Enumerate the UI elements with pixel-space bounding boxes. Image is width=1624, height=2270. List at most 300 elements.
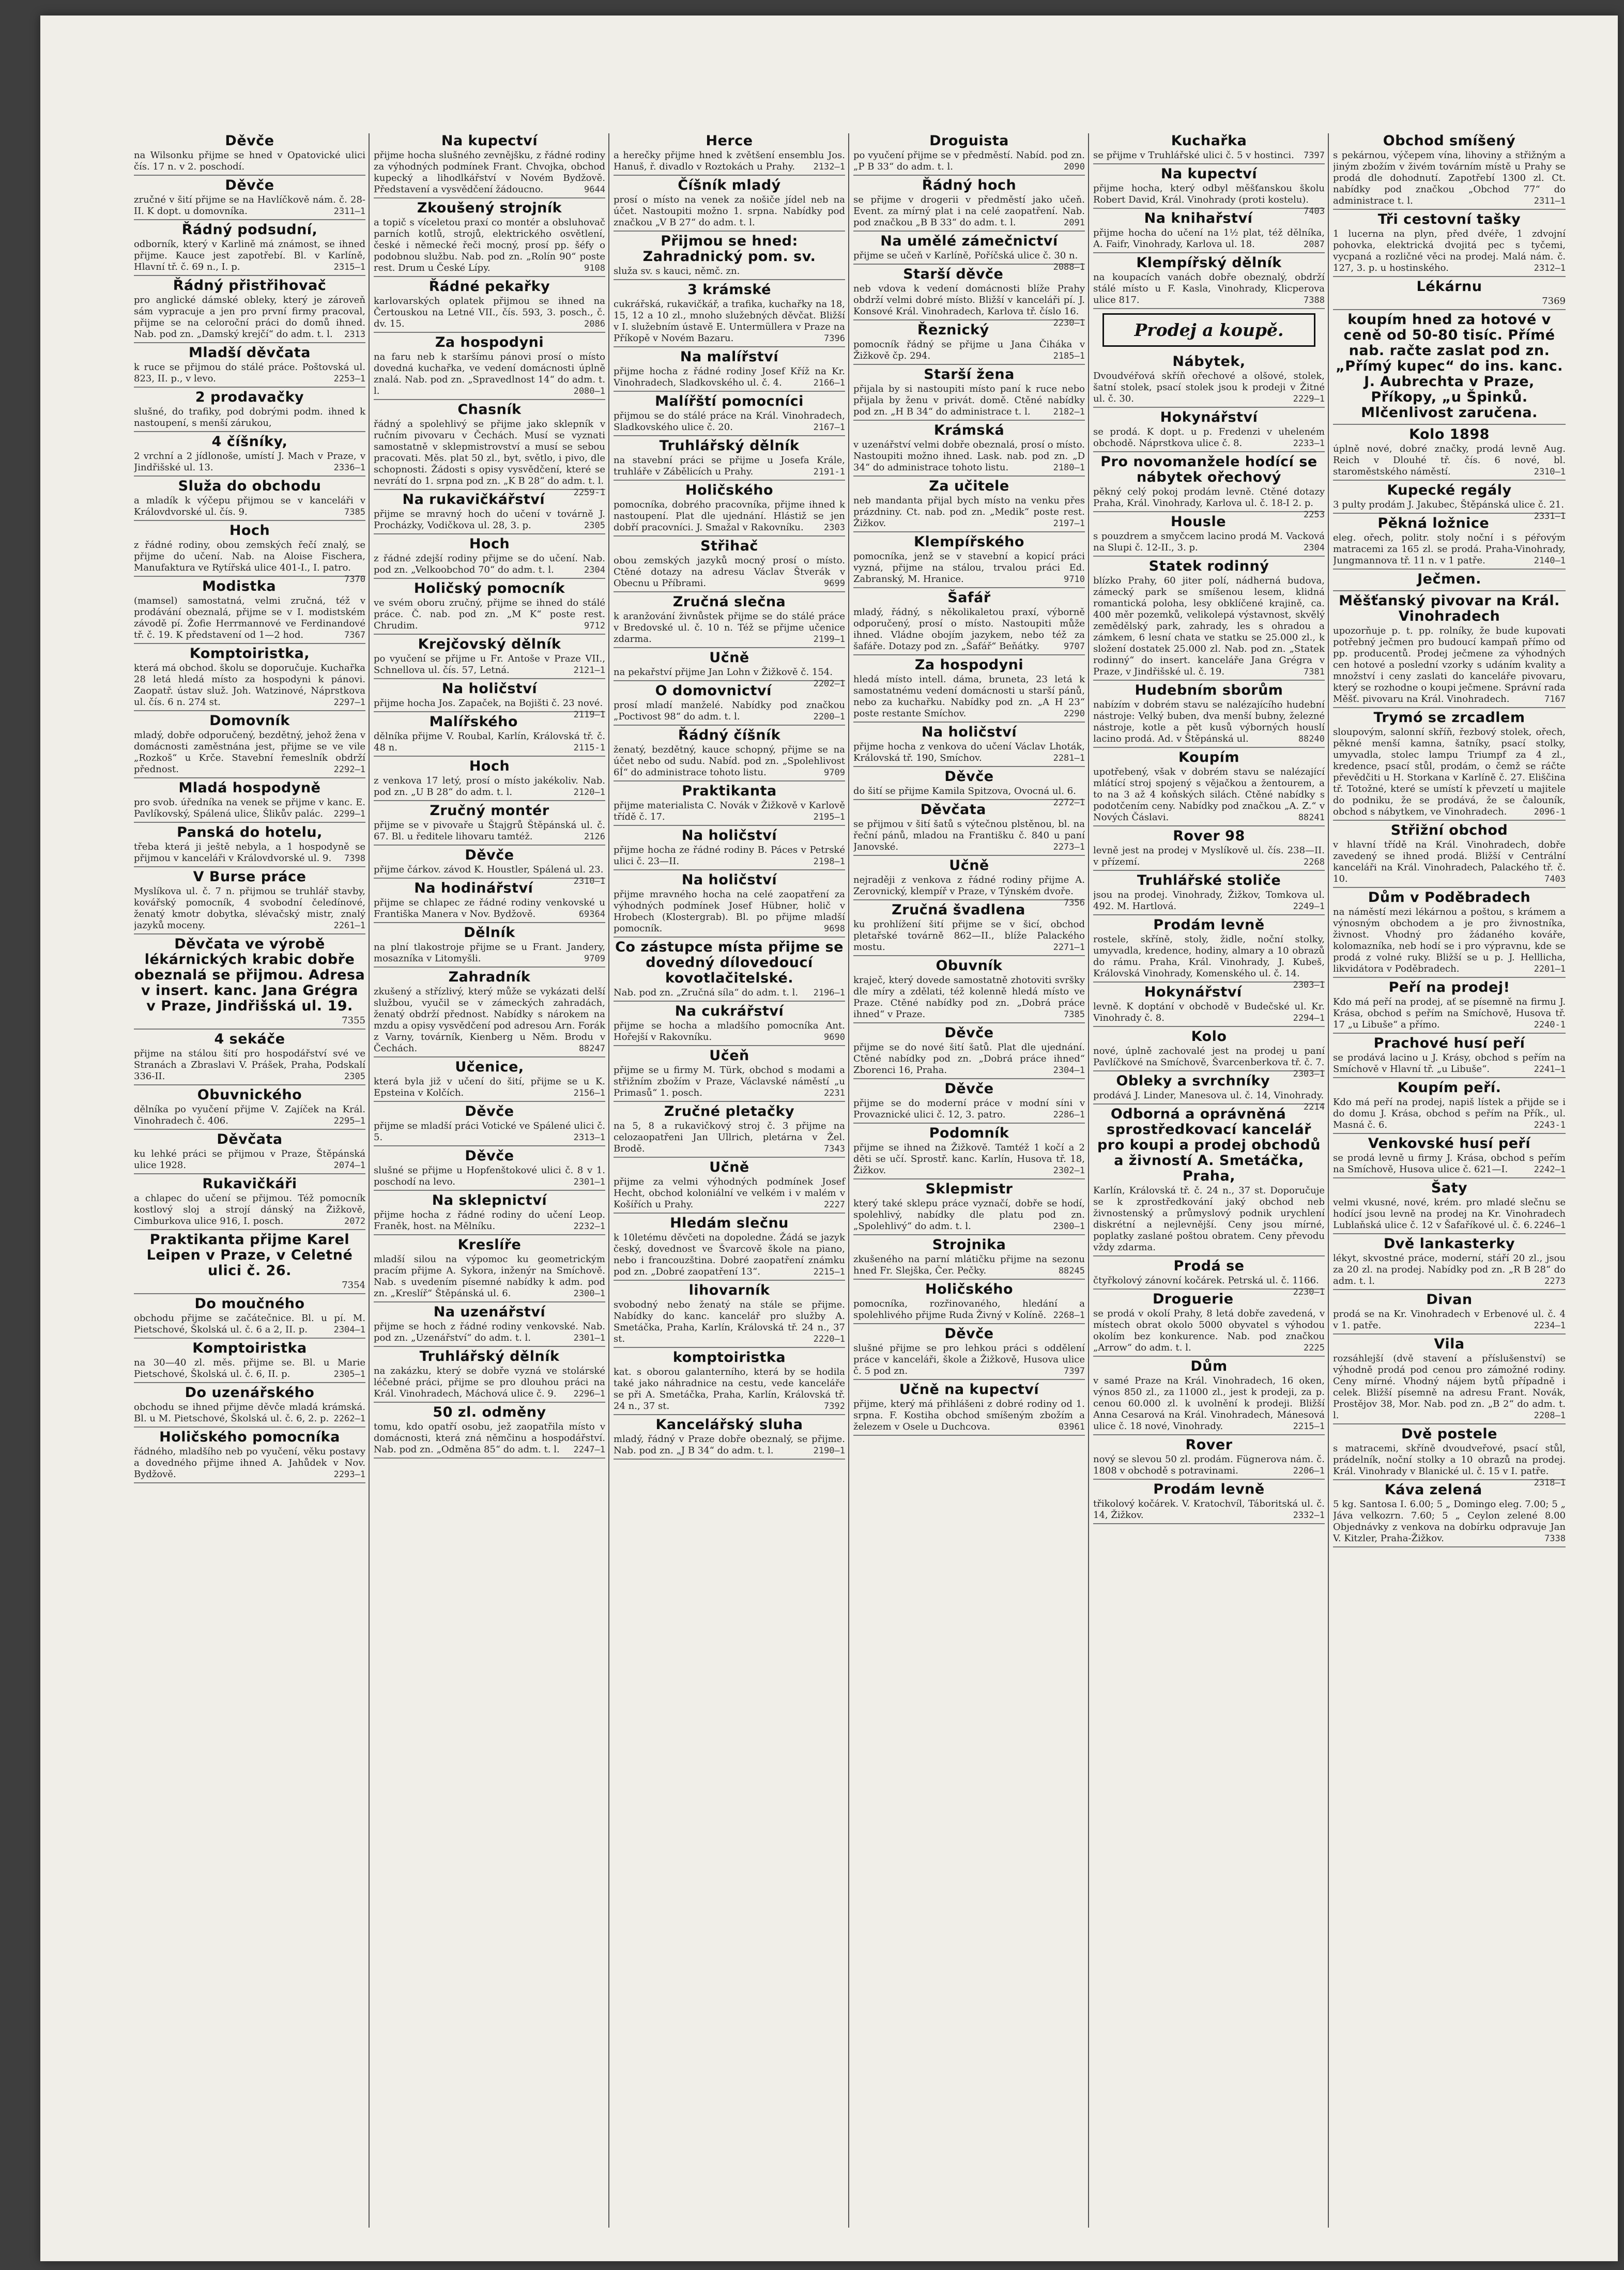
ad-text: levně jest na prodej v Myslíkově ul. čís. 238—II. v přízemí. — [1093, 845, 1325, 867]
classified-ad — [134, 1430, 365, 1483]
ad-body — [1093, 531, 1325, 554]
ad-heading: Prachové husí peří — [1373, 1035, 1525, 1051]
ad-body — [374, 775, 605, 798]
ad-number: 9108 — [584, 263, 605, 273]
ad-number: 7354 — [342, 1280, 365, 1291]
ad-number: 2300—1 — [573, 1289, 605, 1299]
ad-text: která byla již v učení do šití, přijme se u K. Epsteina v Kolčích. — [374, 1076, 605, 1098]
classified-ad — [134, 278, 365, 343]
ad-text: dělníka přijme V. Roubal, Karlín, Královská tř. č. 48 n. — [374, 731, 605, 753]
ad-number: 2199—1 — [813, 634, 845, 645]
ad-text: lékyt, skvostné práce, moderní, stáří 20 zl., jsou za 20 zl. na prodej. Nabídky pod zn. „R B 28“ do adm. t. l. — [1333, 1253, 1566, 1286]
ad-body — [853, 384, 1085, 418]
ad-body — [374, 553, 605, 576]
classified-ad — [614, 784, 845, 826]
classified-ad — [374, 1148, 605, 1191]
ad-number: 2271—1 — [1053, 942, 1085, 953]
ad-body — [374, 217, 605, 274]
ad-number: 2215—1 — [1293, 1421, 1325, 1432]
classified-ad — [374, 847, 605, 886]
classified-ad — [853, 1126, 1085, 1179]
ad-text: z venkova 17 letý, prosí o místo jakékoliv. Nab. pod zn. „U B 28“ do adm. t. l. — [374, 775, 605, 797]
ad-body — [853, 1198, 1085, 1232]
classified-ad — [1333, 823, 1566, 888]
classified-ad — [134, 825, 365, 867]
ad-number: 2088—1 — [1053, 262, 1085, 272]
ad-body — [134, 451, 365, 473]
ad-number: 2190—1 — [813, 1446, 845, 1456]
ad-body — [374, 351, 605, 397]
ad-heading: Učně — [709, 650, 749, 666]
classified-ad — [1093, 514, 1325, 557]
ad-body — [134, 150, 365, 173]
ad-text: s pouzdrem a smyčcem lacino prodá M. Vacková na Slupi č. 12-II., 3. p. — [1093, 531, 1325, 553]
ad-heading: Komptoiristka, — [189, 646, 310, 662]
ad-number: 2096-1 — [1534, 807, 1566, 817]
ad-heading: Kolo — [1191, 1029, 1227, 1045]
ad-heading: Droguerie — [1153, 1291, 1234, 1307]
ad-heading: Učně na kupectví — [899, 1382, 1039, 1398]
ad-heading: Klempířského — [914, 534, 1024, 550]
ad-number: 2229—1 — [1293, 394, 1325, 404]
ad-heading: Mladší děvčata — [189, 345, 311, 361]
ad-number: 9644 — [584, 185, 605, 195]
ad-text: na 5, 8 a rukavičkový stroj č. 3 přijme na celozaopatřeni Jan Ullrich, pletárna v Žel. Brodě. — [614, 1121, 845, 1154]
classified-ad — [374, 681, 605, 720]
ad-number: 2090 — [1064, 162, 1085, 172]
ad-number: 2310—1 — [1534, 467, 1566, 477]
ad-number: 2304—1 — [333, 1325, 365, 1335]
classified-ad — [614, 650, 845, 689]
ad-text: třeba která ji ještě nebyla, a 1 hospodyně se přijmou v kanceláři v Královdvorské ul. 9. — [134, 841, 365, 864]
ad-number: 7369 — [1542, 296, 1566, 306]
ad-text: řádného, mladšího neb po vyučení, věku postavy a dovedného přijme ihned A. Jahůdek v Nov. Bydžově. — [134, 1446, 365, 1480]
ad-text: 1 lucerna na plyn, před dvéře, 1 zdvojní pohovka, elektrická dvojitá pec s tyčemi, vycpaná a rozličné věci na prodej. Malá nám. č. 127, 3. p. u hostinského. — [1333, 228, 1566, 273]
ad-text: přijme čárkov. závod K. Houstler, Spálená ul. 23. — [374, 864, 604, 875]
ad-text: mladý, řádný, s několikaletou praxí, výborně odporučený, prosí o místo. Nastoupiti může ihned. Vládne obojím jazykem, nebo též za šafáře. Dotazy pod zn. „Šafář“ Beňátky. — [853, 607, 1085, 652]
classified-ad — [374, 492, 605, 534]
ad-body — [374, 150, 605, 195]
ad-text: který také sklepu práce vyznačí, dobře se hodí, spolehlivý, nabídky dle platu pod zn. „Spolehlivý“ do adm. t. l. — [853, 1198, 1085, 1232]
classified-ad — [614, 828, 845, 870]
ad-text: na 30—40 zl. měs. přijme se. Bl. u Marie Pietschové, Školská ul. č. 6, II. p. — [134, 1357, 365, 1379]
classified-ad — [134, 479, 365, 521]
ad-body — [134, 1148, 365, 1171]
ad-body — [853, 1098, 1085, 1121]
ad-heading: Na umělé zámečnictví — [880, 233, 1058, 249]
ad-number: 2300—1 — [1053, 1221, 1085, 1232]
ad-number: 2208—1 — [1534, 1410, 1566, 1421]
ad-body — [853, 786, 1085, 808]
ad-body — [1333, 1443, 1566, 1488]
classified-ad — [374, 759, 605, 801]
ad-heading: Hoch — [469, 536, 510, 552]
ad-number: 2115-1 — [573, 743, 605, 753]
ad-number: 2273—1 — [1053, 842, 1085, 852]
ad-text: nejraději z venkova z řádné rodiny přijme A. Zerovnický, klempíř v Praze, v Týnském dvoře. — [853, 875, 1085, 897]
ad-heading: Nábytek, — [1172, 354, 1246, 370]
ad-heading: Služa do obchodu — [178, 478, 321, 494]
classified-ad — [614, 133, 845, 176]
ad-body — [134, 595, 365, 641]
ad-heading: Rover — [1185, 1437, 1233, 1453]
ad-body — [614, 410, 845, 433]
classified-ad — [853, 1081, 1085, 1124]
ad-text: na pekařství přijme Jan Lohn v Žižkově č. 154. — [614, 667, 833, 678]
ad-body — [1093, 1308, 1325, 1354]
classified-ad — [134, 646, 365, 711]
ad-heading: Klempířský dělník — [1136, 255, 1282, 271]
ad-body — [374, 509, 605, 531]
ad-heading: Truhlářský dělník — [419, 1348, 560, 1364]
ad-text: neb mandanta přijal bych místo na venku přes prázdniny. Ct. nab. pod zn. „Medik“ poste rest. Žižkov. — [853, 495, 1085, 529]
ad-body — [1093, 1275, 1325, 1297]
classified-ad — [1333, 427, 1566, 481]
ad-heading: Na holičství — [681, 827, 777, 843]
ad-heading: Panská do hotelu, — [177, 824, 323, 840]
ad-text: zkušeného na parní mlátičku přijme na sezonu hned Fr. Slejška, Čer. Pečky. — [853, 1254, 1085, 1276]
ad-text: upozorňuje p. t. pp. rolníky, že bude kupovati potřebný ječmen pro budoucí kampaň přímo od pp. producentů. Prodej ječmene za výhodných cen hotové a poslední vzorky s udáním kvality a množství i ceny zaslati do kanceláře pivovaru, který se rozhodne o koupi ječmene. Správní rada Měšť. pivovaru na Král. Vinohradech. — [1333, 625, 1566, 704]
ad-text: přijme materialista C. Novák v Žižkově v Karlově třídě č. 17. — [614, 800, 845, 822]
classified-ad — [1093, 750, 1325, 826]
ad-number: 2121—1 — [573, 665, 605, 676]
ad-heading: Prodá se — [1173, 1258, 1245, 1274]
ad-body — [134, 406, 365, 429]
classified-ad — [614, 1283, 845, 1348]
ad-number: 2086 — [584, 319, 605, 329]
ad-number: 2303 — [824, 523, 845, 533]
classified-ad — [1093, 829, 1325, 871]
ad-body — [853, 150, 1085, 173]
ad-text: prosí mladí manželé. Nabídky pod značkou „Poctivost 98“ do adm. t. l. — [614, 700, 845, 722]
ad-heading: komptoiristka — [672, 1349, 786, 1366]
ad-text: rozsáhlejší (dvě stavení a příslušenství) se výhodně prodá pod cenou pro zámožné rodiny. Ceny mírné. Vhodný nájem bytů případně i celek. Bližší písemně na adresu Frant. Novák, Prostějov 38, Mor. Nab. pod zn. „B 2“ do adm. t. l. — [1333, 1353, 1566, 1421]
ad-text: přijme se hocha a mladšího pomocníka Ant. Hořejší v Rakovníku. — [614, 1020, 845, 1042]
ad-text: 5 kg. Santosa I. 6.00; 5 „ Domingo eleg. 7.00; 5 „ Jáva velkozrn. 7.60; 5 „ Ceylon zelené 8.00 Objednávky z venkova na dobírku odpravuje Jan V. Kitzler, Praha-Žižkov. — [1333, 1499, 1566, 1544]
ad-heading: Modistka — [202, 578, 277, 594]
classified-ad — [853, 423, 1085, 477]
ad-heading: 50 zl. odměny — [433, 1404, 546, 1420]
classified-ad — [853, 233, 1085, 272]
ad-number: 7338 — [1544, 1533, 1566, 1544]
ad-body — [1093, 426, 1325, 449]
ad-number: 2233—1 — [1293, 438, 1325, 449]
ad-number: 7397 — [1064, 1366, 1085, 1376]
ad-number: 7355 — [342, 1015, 365, 1026]
ad-number: 2318—1 — [1534, 1478, 1566, 1488]
ad-number: 2304 — [584, 565, 605, 575]
ad-body — [134, 1193, 365, 1227]
ad-text: (mamsel) samostatná, velmi zručná, též v prodávání obeznalá, přijme se v I. modistském závodě pí. Žofie Herrmannové ve Ferdinandové tř. č. 19. K představení od 1—2 hod. — [134, 595, 365, 640]
classified-ad — [134, 1296, 365, 1339]
ad-body — [1093, 1090, 1325, 1112]
ad-body — [853, 1298, 1085, 1321]
ad-text: na stavební práci se přijme u Josefa Krále, truhláře v Zábělicích u Prahy. — [614, 455, 845, 477]
classified-ad — [1093, 133, 1325, 164]
ad-heading: Kreslíře — [457, 1237, 522, 1253]
ad-heading: Kuchařka — [1171, 133, 1247, 149]
ad-text: nabízím v dobrém stavu se nalézajícího hudební nástroje: Velký buben, dva menší bubny, železné nástroje, kotle a pět kusů výborných houslí lacino prodá. Ad. v Štěpánská ul. — [1093, 699, 1325, 744]
ad-text: přijme hocha Jos. Zapaček, na Bojišti č. 23 nové. — [374, 698, 603, 709]
classified-ad — [1333, 572, 1566, 591]
classified-ad — [614, 594, 845, 648]
ad-heading: Prodám levně — [1153, 917, 1265, 933]
ad-number: 9699 — [824, 578, 845, 589]
ad-body — [853, 741, 1085, 764]
classified-ad — [374, 970, 605, 1057]
ad-text: Karlín, Královská tř. č. 24 n., 37 st. Doporučuje se k zprostředkování jaký obchod neb živnostenský a průmyslový podnik urychlení diskrétní a nejlevnější. Ceny jsou mírné, poplatky zaslané poštou obratem. Ceny převodu vždy zdarma. — [1093, 1185, 1325, 1253]
ad-text: přijme hocha ze řádné rodiny B. Páces v Petrské ulici č. 23—II. — [614, 845, 845, 867]
ad-heading: Na kupectví — [441, 133, 538, 149]
ad-number: 2120—1 — [573, 787, 605, 797]
column-4 — [853, 133, 1089, 2228]
ad-heading: Hudebním sborům — [1135, 682, 1283, 698]
ad-heading: Učeň — [709, 1048, 749, 1064]
ad-text: upotřebený, však v dobrém stavu se nalézající mlátící stroj spojený s vějačkou a žentourem, a to na 3 až 4 koňských silách. Ctěné nabídky s podotčením ceny. Nabídky pod značkou „A. Z.“ v Nových Čáslavi. — [1093, 766, 1325, 823]
ad-body — [614, 800, 845, 823]
ad-text: slušné přijme se pro lehkou práci s oddělení práce v kanceláři, škole a Žižkově, Husova ulice č. 5 pod zn. — [853, 1343, 1085, 1376]
ad-body — [374, 653, 605, 676]
ad-heading: Dvě postele — [1401, 1426, 1497, 1442]
ad-body — [1333, 499, 1566, 522]
ad-number: 2253—1 — [333, 374, 365, 384]
ad-heading: Venkovské husí peří — [1368, 1136, 1531, 1152]
ad-body — [1093, 845, 1325, 868]
ad-body — [614, 150, 845, 173]
ad-body — [1093, 1375, 1325, 1432]
classified-ad — [134, 1087, 365, 1130]
ad-text: přijme se mravný hoch do učení v továrně J. Procházky, Vodičkova ul. 28, 3. p. — [374, 509, 605, 531]
ad-body — [1093, 1454, 1325, 1477]
ad-text: přijme se hoch z řádné rodiny venkovské. Nab. pod zn. „Uzenářství“ do adm. t. l. — [374, 1321, 605, 1343]
ad-heading: Řádný číšník — [678, 727, 781, 743]
ad-heading: Za učitele — [929, 478, 1009, 494]
ad-text: tomu, kdo opatří osobu, jež zaopatřila místo v domácnosti, která zná němčinu a hospodářství. Nab. pod zn. „Odměna 85“ do adm. t. l. — [374, 1421, 605, 1455]
ad-number: 2313 — [344, 329, 365, 340]
ad-heading: Za hospodyni — [435, 334, 544, 350]
ad-heading: Ječmen. — [1417, 571, 1481, 587]
ad-number: 2305 — [344, 1071, 365, 1082]
ad-text: na koupacích vanách dobře obeznalý, obdrží stálé místo u F. Kasla, Vinohrady, Klicperova ulice 817. — [1093, 272, 1325, 305]
classified-ad — [614, 1160, 845, 1214]
ad-heading: Pro novomanžele hodící se nábytek ořechový — [1100, 454, 1317, 485]
ad-text: pomocníka, dobrého pracovníka, přijme ihned k nastoupení. Plat dle ujednání. Hlástiž se jen dobří pracovníci. J. Smažal v Rakovníku. — [614, 499, 845, 533]
ad-number: 2196—1 — [813, 988, 845, 998]
ad-body — [614, 1367, 845, 1412]
ad-number: 2292—1 — [333, 764, 365, 775]
ad-number: 2247—1 — [573, 1445, 605, 1455]
ad-body — [1333, 228, 1566, 274]
ad-text: služa sv. s kauci, němč. zn. — [614, 266, 740, 277]
classified-ad — [1093, 354, 1325, 408]
ad-text: s pekárnou, výčepem vína, lihoviny a střižným a jiným zbožím v živém továrním místě u Prahy se prodá dle dohodnutí. Zapotřebí 1300 zl. Ct. nabídky pod značkou „Obchod 77“ do administrace t. l. — [1333, 150, 1566, 206]
classified-ad — [853, 725, 1085, 767]
ad-heading: Střižní obchod — [1390, 822, 1508, 838]
ad-body — [1333, 1197, 1566, 1231]
ad-heading: Kancelářský sluha — [655, 1417, 803, 1433]
ad-body — [853, 339, 1085, 362]
ad-heading: Za hospodyni — [914, 657, 1024, 673]
ad-body — [853, 975, 1085, 1020]
ad-heading: Krámská — [933, 422, 1005, 438]
classified-ad — [134, 1232, 365, 1294]
ad-heading: Do moučného — [194, 1296, 305, 1312]
ad-body — [374, 1165, 605, 1188]
ad-body — [853, 495, 1085, 529]
ad-heading: Divan — [1426, 1292, 1473, 1308]
ad-heading: 4 sekáče — [214, 1031, 285, 1047]
ad-number: 7398 — [344, 853, 365, 864]
ad-number: 7343 — [824, 1144, 845, 1154]
ad-body — [374, 986, 605, 1054]
ad-heading: Děvče — [225, 133, 274, 149]
ad-text: s matracemi, skříně dvoudveřové, psací stůl, prádelník, noční stolky a 10 obrazů na prodej. Král. Vinohrady v Blanické ul. č. 15 v I. patře. — [1333, 1443, 1566, 1477]
ad-body — [1333, 1499, 1566, 1544]
ad-number: 7397 — [1304, 150, 1325, 161]
ad-body — [1333, 1097, 1566, 1131]
ad-text: ve svém oboru zručný, přijme se ihned do stálé práce. Č. nab. pod zn. „M K“ poste rest. Chrudim. — [374, 597, 605, 631]
ad-heading: Malířští pomocníci — [655, 393, 804, 409]
ad-heading: Trymó se zrcadlem — [1373, 710, 1525, 726]
classified-ad — [853, 857, 1085, 908]
classified-ad — [134, 869, 365, 934]
ad-number: 2195—1 — [813, 812, 845, 822]
ad-heading: Vila — [1434, 1336, 1465, 1352]
ad-heading: Řádný přistřihovač — [173, 278, 327, 294]
ad-heading: Číšník mladý — [678, 177, 781, 193]
ad-text: mladší silou na výpomoc ku geometrickým pracím přijme A. Sykora, inženýr na Smíchově. Nab. s uvedením písemné nabídky k adm. pod zn. „Kreslíř“ Štěpánská ul. 6. — [374, 1254, 605, 1299]
ad-text: ku lehké práci se přijmou v Praze, Štěpánská ulice 1928. — [134, 1148, 365, 1171]
ad-text: mladý, řádný v Praze dobře obeznalý, se přijme. Nab. pod zn. „J B 34“ do adm. t. l. — [614, 1434, 845, 1456]
ad-heading: lihovarník — [688, 1282, 770, 1298]
ad-heading: Káva zelená — [1384, 1482, 1482, 1498]
ad-number: 7385 — [344, 507, 365, 517]
ad-text: ženatý, bezdětný, kauce schopný, přijme se na účet nebo od sudu. Nabíd. pod zn. „Spolehlivost 6Í“ do administrace tohoto listu. — [614, 744, 845, 778]
ad-heading: Hokynářství — [1144, 984, 1242, 1000]
ad-number: 2200—1 — [813, 712, 845, 722]
ad-body — [1093, 150, 1325, 161]
classified-ad — [614, 1004, 845, 1046]
column-1 — [134, 133, 370, 2228]
ad-text: hledá místo intell. dáma, bruneta, 23 letá k samostatnému vedení domácnosti u starší pánů, nebo za kuchařku. Nabídky pod zn. „A H 23“ poste restante Smíchov. — [853, 674, 1085, 719]
classified-ad — [1333, 279, 1566, 310]
ad-body — [853, 919, 1085, 953]
ad-number: 2230—1 — [1053, 318, 1085, 328]
classified-ad — [134, 523, 365, 585]
ad-number: 2294—1 — [1293, 1013, 1325, 1023]
ad-number: 2197—1 — [1053, 518, 1085, 529]
ad-heading: Malířského — [429, 714, 518, 730]
ad-heading: Na holičství — [681, 872, 777, 888]
ad-body — [614, 455, 845, 478]
ad-text: přijme se ihned na Žižkově. Tamtéž 1 kočí a 2 děti se učí. Sprostř. kanc. Karlín, Husova tř. 18, Žižkov. — [853, 1142, 1085, 1176]
classified-ad — [374, 1349, 605, 1403]
ad-body — [374, 820, 605, 842]
ad-body — [853, 674, 1085, 719]
ad-number: 9712 — [584, 621, 605, 631]
ad-text: k aranžování živnůstek přijme se do stálé práce v Bredovské ul. č. 10 n. Též se přijme učenice zdarma. — [614, 611, 845, 645]
ad-text: se přijme v Truhlářské ulici č. 5 v hostinci. — [1093, 150, 1294, 161]
ad-number: 2243-1 — [1534, 1120, 1566, 1130]
classified-ad — [614, 178, 845, 232]
ad-number: 2311—1 — [1534, 196, 1566, 206]
classified-ad — [134, 222, 365, 276]
ad-heading: Droguista — [929, 133, 1009, 149]
ad-body — [1333, 839, 1566, 885]
ad-body — [1093, 183, 1325, 217]
ad-text: přijme za velmi výhodných podmínek Josef Hecht, obchod koloniální ve velkém i v malém v Košířích u Prahy. — [614, 1176, 845, 1210]
ad-heading: Na uzenářství — [433, 1304, 546, 1320]
ad-text: levně. K doptání v obchodě v Budečské ul. Kr. Vinohrady č. 8. — [1093, 1001, 1325, 1023]
ad-number: 7388 — [1304, 295, 1325, 305]
ad-heading: Hoch — [469, 758, 510, 774]
ad-body — [374, 1421, 605, 1455]
ad-number: 9709 — [824, 768, 845, 778]
ad-heading: Praktikanta přijme Karel Leipen v Praze, v Celetné ulici č. 26. — [146, 1232, 353, 1279]
ad-body — [1333, 1253, 1566, 1287]
ad-heading: Děvče — [225, 177, 274, 193]
classified-ad — [614, 683, 845, 726]
ad-text: v uzenářství velmi dobře obeznalá, prosí o místo. Nastoupiti možno ihned. Lask. nab. pod zn. „D 34“ do administrace tohoto listu. — [853, 439, 1085, 473]
ad-text: do šití se přijme Kamila Spitzova, Ovocná ul. 6. — [853, 786, 1076, 796]
ad-heading: Na sklepnictví — [432, 1192, 547, 1208]
ad-text: se prodává lacino u J. Krásy, obchod s peřím na Smíchově v Hlavní tř. „u Libuše“. — [1333, 1052, 1566, 1075]
ad-body — [134, 663, 365, 708]
ad-body — [853, 1042, 1085, 1076]
ad-text: Kdo má peří na prodej, ať se písemně na firmu J. Krása, obchod s peřím na Smíchově, Husova tř. 17 „u Libuše“ a přímo. — [1333, 996, 1566, 1030]
ad-body — [1093, 1185, 1325, 1253]
ad-heading: Housle — [1171, 514, 1227, 530]
ad-text: z řádné rodiny, obou zemských řečí znalý, se přijme do učení. Nab. na Aloise Fischera, Manufaktura ve Rytířská ulice 401-I., I. patro. — [134, 540, 365, 573]
newspaper-page — [40, 16, 1618, 2261]
classified-ad — [1333, 312, 1566, 425]
ad-body — [134, 841, 365, 864]
ad-number: 2227 — [824, 1200, 845, 1210]
ad-body — [374, 1254, 605, 1299]
ad-body — [614, 987, 845, 999]
classified-ad — [1093, 559, 1325, 681]
ad-heading: Lékárnu — [1416, 279, 1482, 295]
ad-text: nový se slevou 50 zl. prodám. Fügnerova nám. č. 1808 v obchodě s potravinami. — [1093, 1454, 1325, 1476]
classified-ad — [1333, 980, 1566, 1034]
ad-heading: Truhlářské stoliče — [1137, 872, 1281, 888]
ad-number: 9690 — [824, 1032, 845, 1042]
classified-ad — [1333, 1482, 1566, 1547]
ad-body — [614, 667, 845, 689]
ad-heading: Obuvnického — [197, 1087, 302, 1103]
ad-heading: Řádný podsudní, — [181, 222, 318, 238]
ad-text: přijmou se do stálé práce na Král. Vinohradech, Sladkovského ulice č. 20. — [614, 410, 845, 433]
classified-ad — [1333, 1180, 1566, 1234]
ad-number: 2297—1 — [333, 697, 365, 708]
ad-body — [614, 1299, 845, 1345]
ad-heading: Kupecké regály — [1387, 482, 1512, 498]
classified-ad — [1333, 1426, 1566, 1488]
ad-text: přijme hocha, který odbyl měšťanskou školu Robert David, Král. Vinohrady (proti kostelu). — [1093, 183, 1325, 205]
ad-text: ku prohlížení šití přijme se v šicí, obchod pletařské továrně 862—II., blíže Palackého mostu. — [853, 919, 1085, 953]
column-2 — [374, 133, 609, 2228]
ad-text: 2 vrchní a 2 jídlonoše, umístí J. Mach v Praze, v Jindřišské ul. 13. — [134, 451, 365, 473]
ad-heading: Mladá hospodyně — [178, 780, 321, 796]
classified-ad — [1333, 593, 1566, 708]
ad-number: 2304 — [1304, 543, 1325, 553]
classified-ad — [1093, 211, 1325, 253]
classified-ad — [374, 402, 605, 498]
ad-body — [1333, 1052, 1566, 1075]
classified-ad — [374, 536, 605, 579]
ad-number: 9698 — [824, 924, 845, 934]
ad-number: 2206—1 — [1293, 1466, 1325, 1476]
